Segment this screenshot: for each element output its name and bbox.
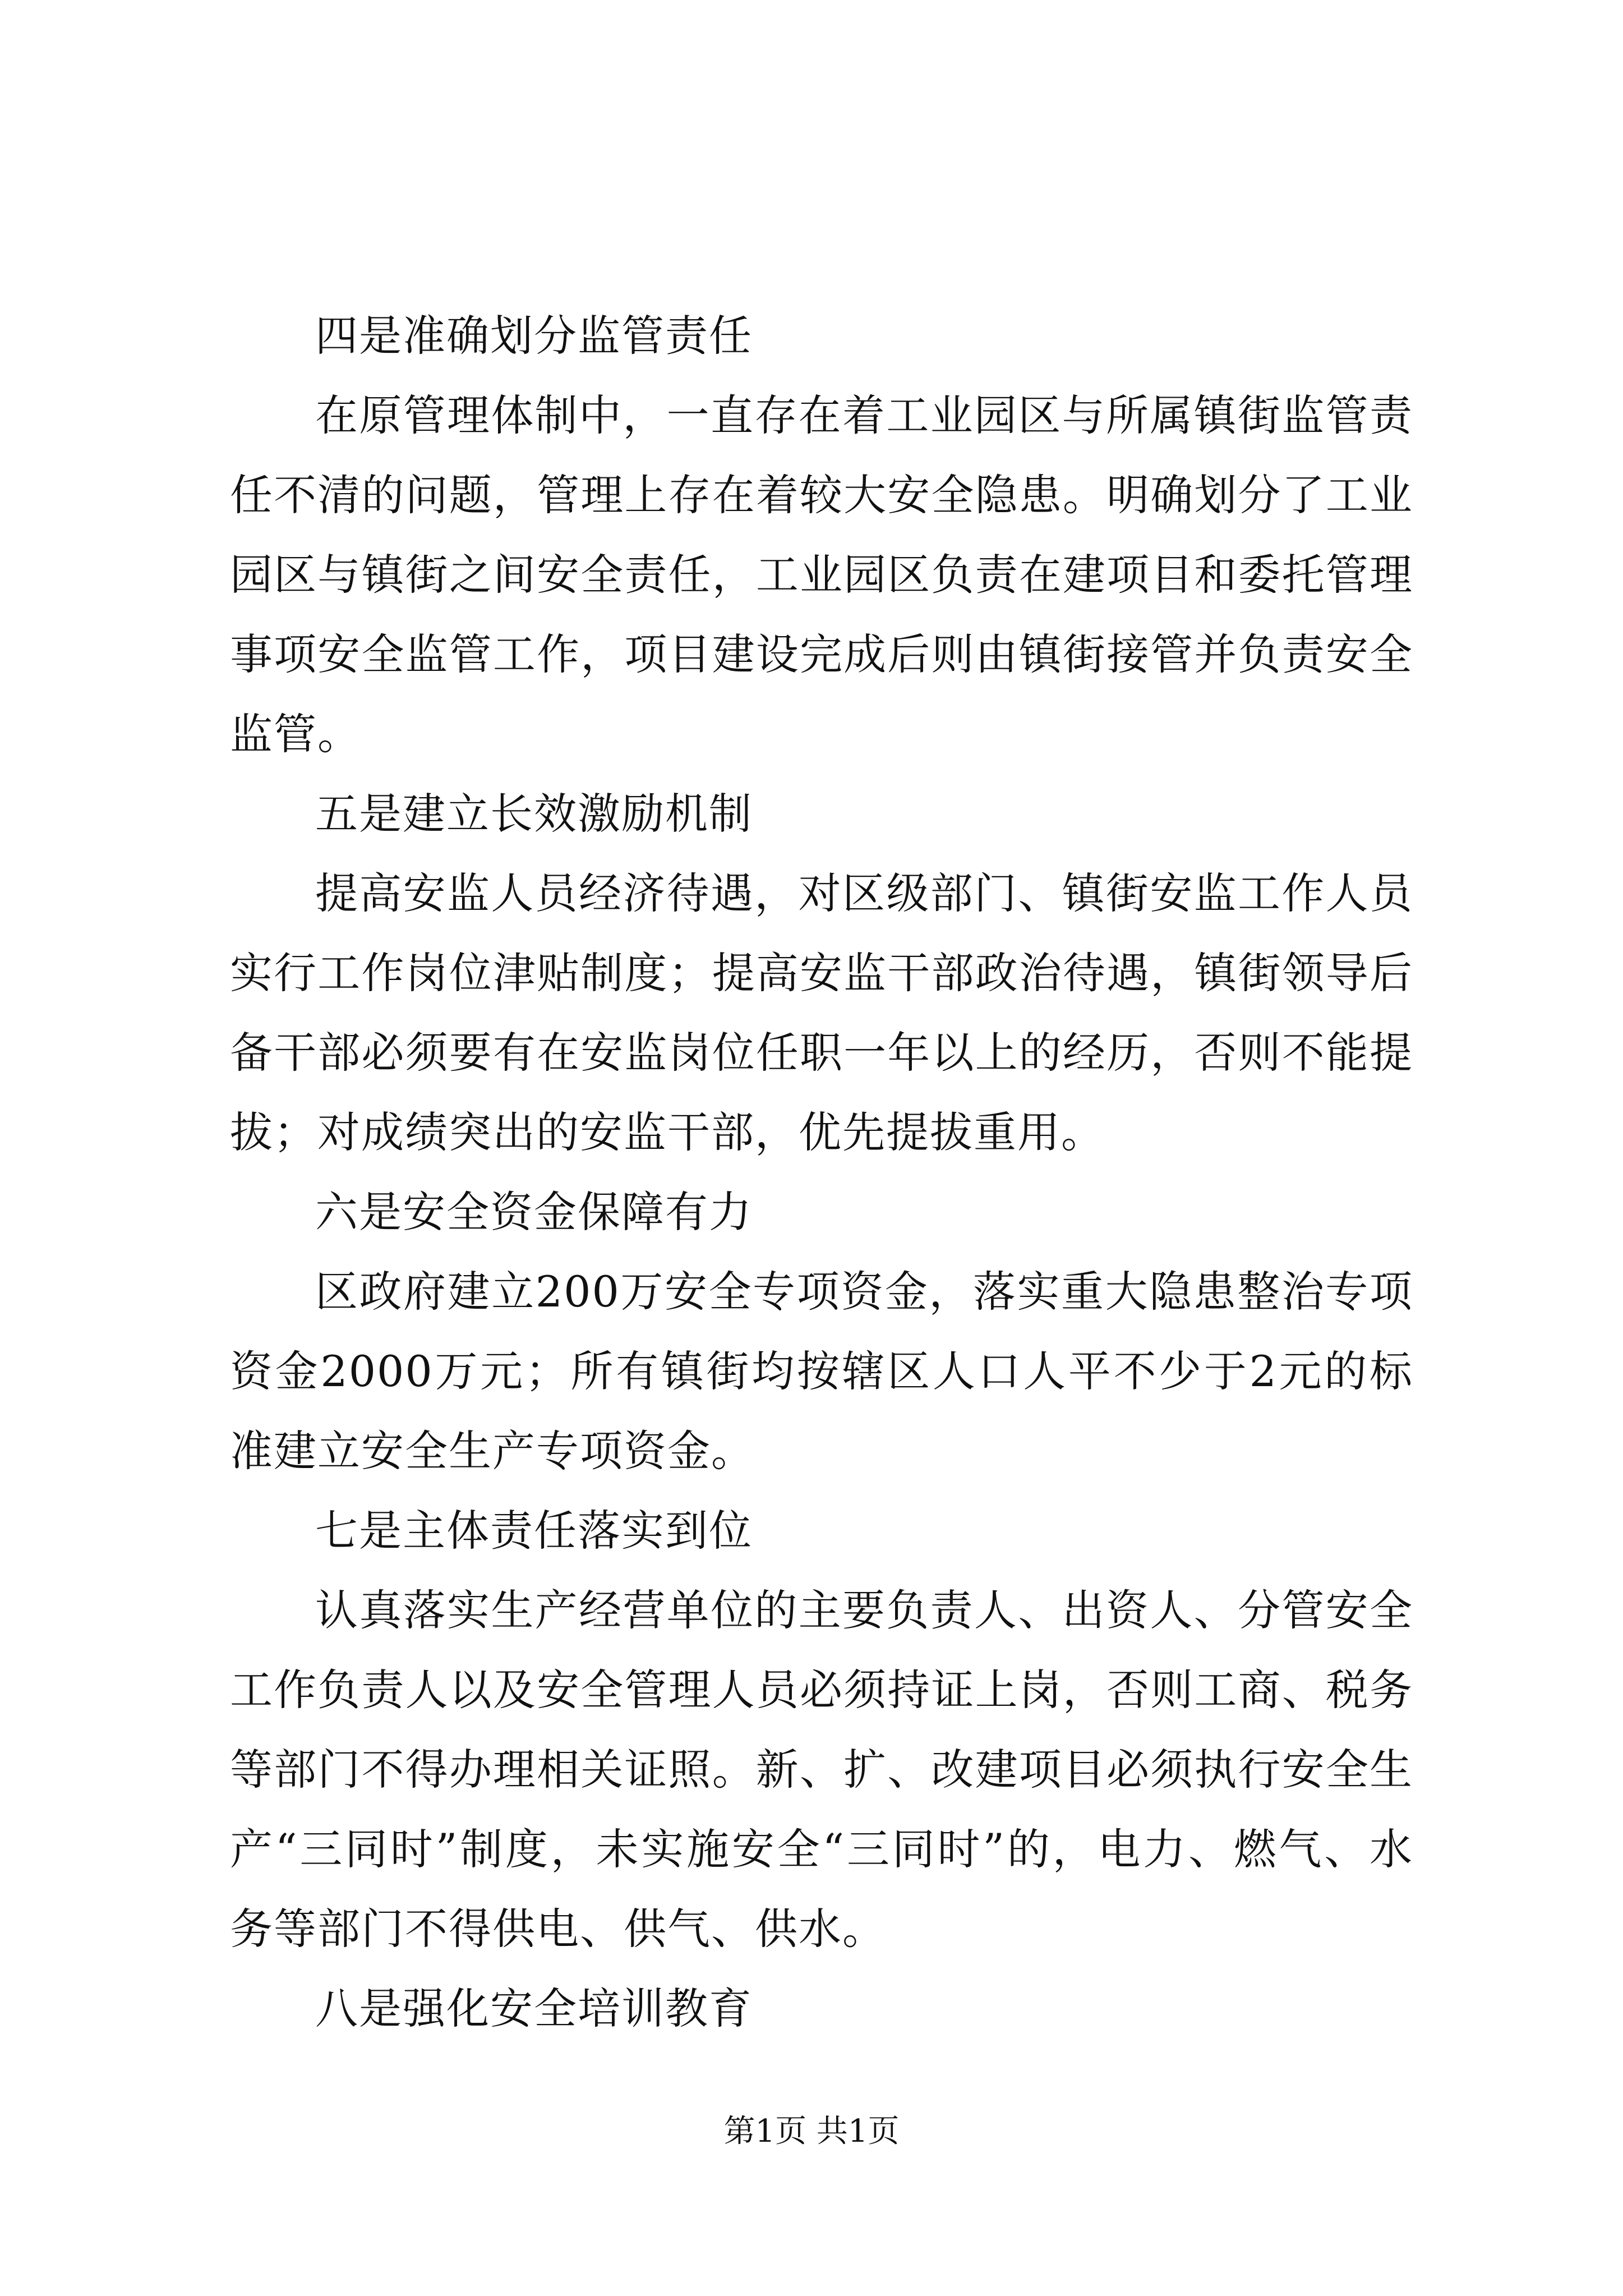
section-heading-4: 四是准确划分监管责任 xyxy=(315,311,753,361)
section-heading-5: 五是建立长效激励机制 xyxy=(315,789,753,839)
page-footer: 第1页 共1页 xyxy=(723,2113,900,2150)
document-body xyxy=(230,296,1413,2049)
body-paragraph-incentives: 提高安监人员经济待遇，对区级部门、镇街安监工作人员实行工作岗位津贴制度；提高安监干部政治待遇，镇街领导后备干部必须要有在安监岗位任职一年以上的经历，否则不能提拔；对成绩突出的安监干部，优先提拔重用。 xyxy=(230,868,1413,1157)
section-heading-6: 六是安全资金保障有力 xyxy=(315,1187,753,1237)
section-heading-7: 七是主体责任落实到位 xyxy=(315,1506,753,1556)
section-heading-8: 八是强化安全培训教育 xyxy=(315,1984,753,2033)
body-paragraph-funding: 区政府建立200万安全专项资金，落实重大隐患整治专项资金2000万元；所有镇街均按辖区人口人平不少于2元的标准建立安全生产专项资金。 xyxy=(230,1267,1413,1476)
body-paragraph-responsibility: 认真落实生产经营单位的主要负责人、出资人、分管安全工作负责人以及安全管理人员必须持证上岗，否则工商、税务等部门不得办理相关证照。新、扩、改建项目必须执行安全生产“三同时”制度，未实施安全“三同时”的，电力、燃气、水务等部门不得供电、供气、供水。 xyxy=(230,1585,1413,1954)
body-paragraph-supervision: 在原管理体制中，一直存在着工业园区与所属镇街监管责任不清的问题，管理上存在着较大安全隐患。明确划分了工业园区与镇街之间安全责任，工业园区负责在建项目和委托管理事项安全监管工作，项目建设完成后则由镇街接管并负责安全监管。 xyxy=(230,390,1413,759)
